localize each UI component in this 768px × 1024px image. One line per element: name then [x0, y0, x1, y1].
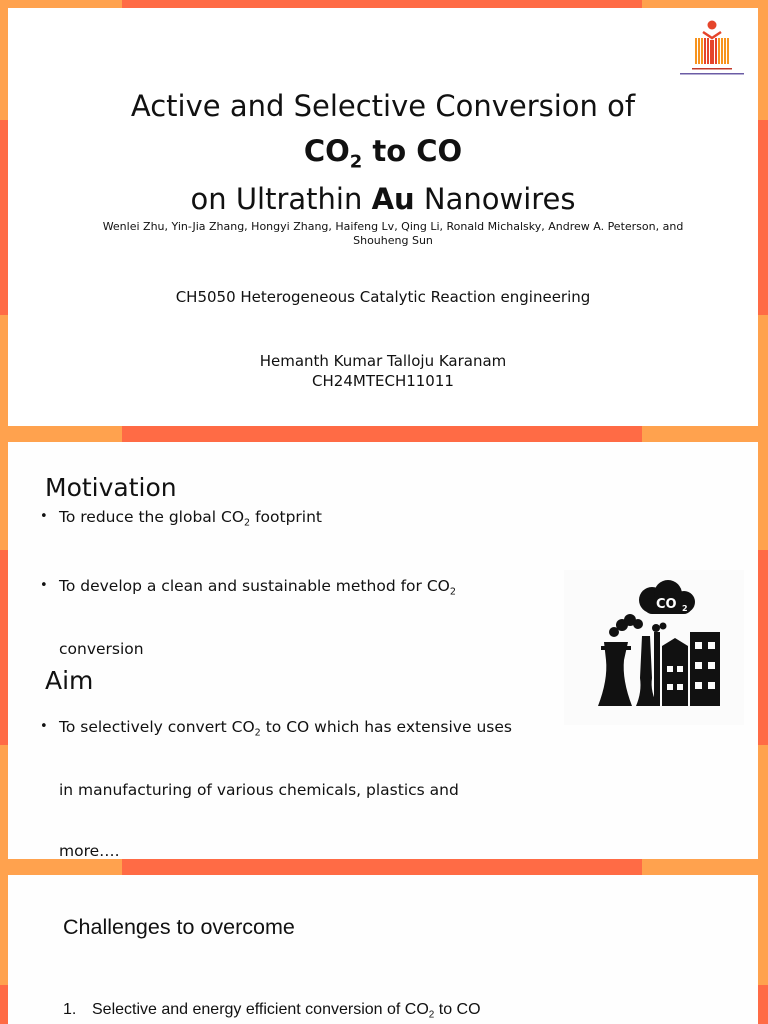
aim-bullet-1-line-3: more….	[59, 842, 120, 860]
challenge-item-1: 1. Selective and energy efficient conversion of $CO_2$ to CO	[63, 1001, 481, 1021]
co2-cloud-sub: 2	[682, 604, 688, 613]
motivation-bullet-1: To reduce the global $CO_2$ footprint	[59, 508, 323, 529]
aim-bullet-1-line-2: in manufacturing of various chemicals, plastics and	[59, 781, 459, 799]
challenge-item-number: 1.	[63, 1001, 77, 1018]
title-slide	[8, 8, 758, 426]
co2-cloud-label: CO	[656, 597, 677, 612]
frame-band	[0, 859, 122, 875]
challenges-slide	[8, 875, 758, 1024]
frame-band	[0, 0, 122, 8]
frame-band	[642, 859, 768, 875]
bullet-glyph: •	[40, 578, 48, 593]
presenter-name: Hemanth Kumar Talloju Karanam	[259, 352, 507, 370]
presenter-id: CH24MTECH11011	[312, 372, 454, 390]
title-line-2: $CO_2$ to CO	[303, 134, 463, 173]
title-line-3: on Ultrathin Au Nanowires	[190, 182, 576, 216]
authors-list: Wenlei Zhu, Yin-Jia Zhang, Hongyi Zhang, Haifeng Lv, Qing Li, Ronald Michalsky, Andrew A. Peterson, and Shouheng Sun	[102, 220, 684, 247]
motivation-bullet-2-line-2: conversion	[59, 640, 144, 658]
bullet-glyph: •	[40, 719, 48, 734]
aim-heading: Aim	[45, 666, 94, 695]
aim-bullet-1: To selectively convert $CO_2$ to CO which has extensive uses	[59, 718, 512, 739]
frame-band	[758, 0, 768, 120]
iith-logo-icon	[666, 18, 758, 82]
motivation-bullet-2: To develop a clean and sustainable method for $CO_2$	[59, 577, 456, 598]
frame-band	[642, 0, 768, 8]
motivation-slide	[8, 442, 758, 859]
factory-emissions-icon	[564, 570, 744, 725]
motivation-heading: Motivation	[45, 473, 177, 502]
frame-band	[0, 426, 122, 442]
frame-band	[0, 0, 8, 120]
challenges-heading: Challenges to overcome	[63, 915, 295, 939]
presenter-info	[8, 351, 758, 391]
bullet-glyph: •	[40, 509, 48, 524]
frame-band	[642, 426, 768, 442]
title-line-1: Active and Selective Conversion of	[130, 89, 636, 123]
course-name: CH5050 Heterogeneous Catalytic Reaction engineering	[175, 288, 591, 306]
